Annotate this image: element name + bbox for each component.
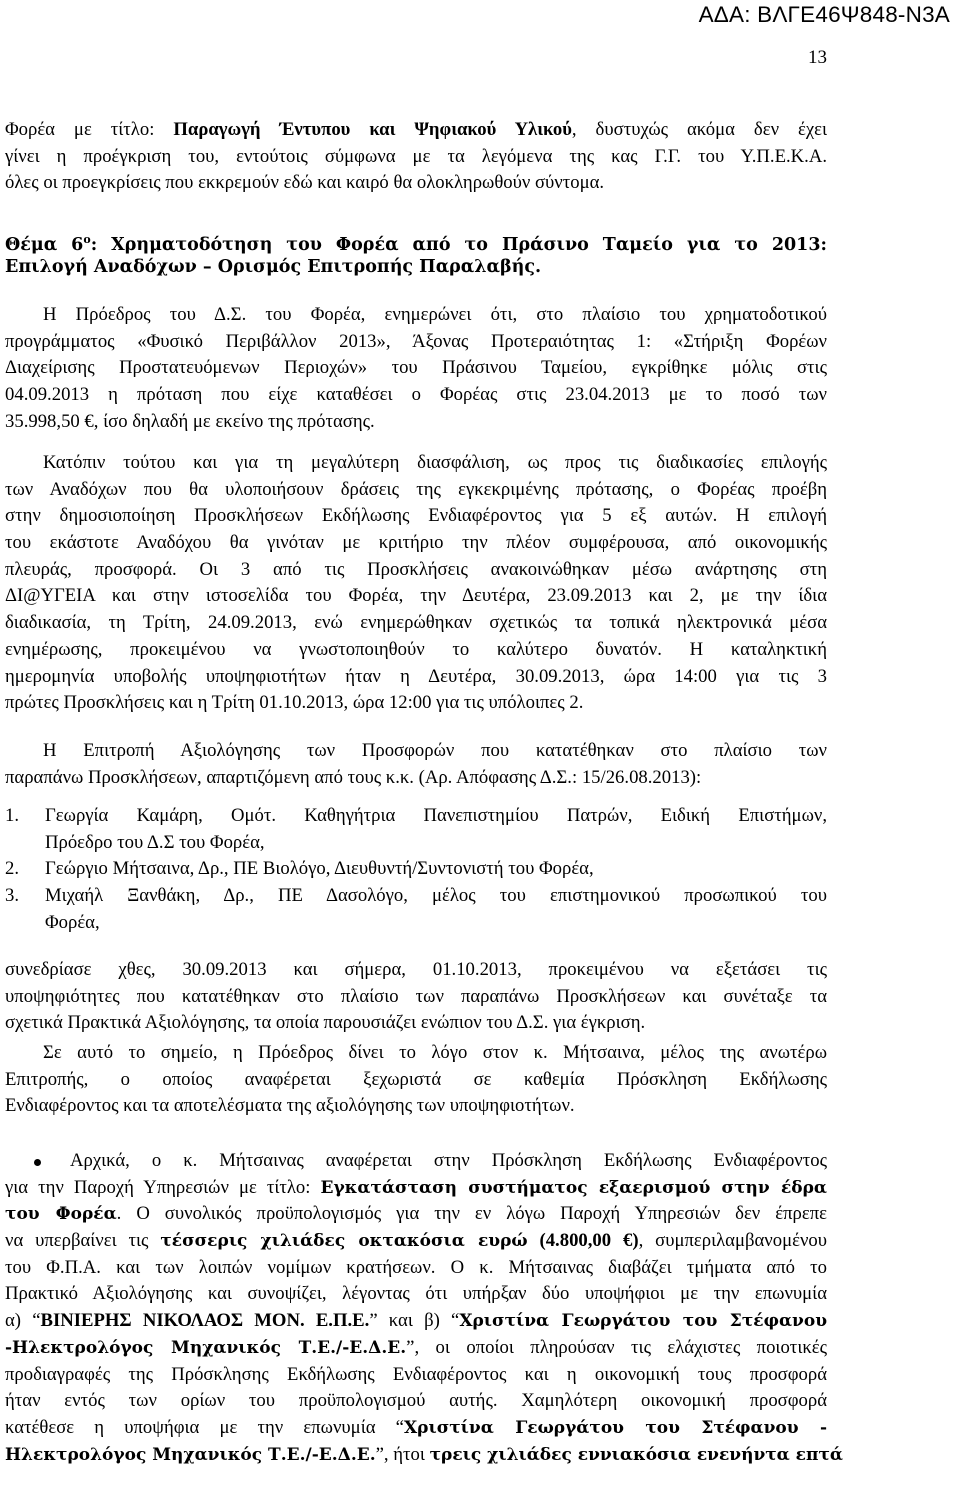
text-line: Πρακτικό Αξιολόγησης και συνοψίζει, λέγοντας ότι υπήρξαν δύο υποψήφιοι με την επωνυμία (5, 1283, 827, 1305)
text-line: όλες οι προεγκρίσεις που εκκρεμούν εδώ και καιρό θα ολοκληρωθούν σύντομα. (5, 172, 605, 194)
text-line: γίνει η προέγκριση του, εντούτοις σύμφωνα με τα λεγόμενα της κας Γ.Γ. του Υ.Π.Ε.Κ.Α. (5, 145, 827, 167)
text-line: Ηλεκτρολόγος Μηχανικός Τ.Ε./-Ε.Δ.Ε.”, ήτοι τρεις χιλιάδες εννιακόσια ενενήντα επτά (5, 1443, 843, 1465)
text-line: Η Επιτροπή Αξιολόγησης των Προσφορών που κατατέθηκαν στο πλαίσιο των (43, 740, 827, 761)
paragraph-3 (5, 738, 827, 791)
text-line: να υπερβαίνει τις τέσσερις χιλιάδες οκτακόσια ευρώ (4.800,00 €), συμπεριλαμβανομένου (5, 1230, 827, 1252)
text-line: του Φορέα. Ο συνολικός προϋπολογισμός για την εν λόγω Παροχή Υπηρεσιών δεν έπρεπε (5, 1203, 827, 1225)
text-line: 35.998,50 €, ίσο δηλαδή με εκείνο της πρότασης. (5, 410, 375, 432)
text-line: Φορέα με τίτλο: Παραγωγή Έντυπου και Ψηφιακού Υλικού, δυστυχώς ακόμα δεν έχει (5, 119, 827, 140)
list-item: 1. Γεωργία Καμάρη, Ομότ. Καθηγήτρια Πανεπιστημίου Πατρών, Ειδική Επιστήμων, Πρόεδρο του Δ.Σ του Φορέα, (5, 803, 827, 856)
heading-line: Θέμα $6^o$: Χρηματοδότηση του Φορέα από το Πράσινο Ταμείο για το 2013: (5, 233, 827, 255)
committee-list (5, 803, 827, 936)
text-line: συνεδρίασε χθες, 30.09.2013 και σήμερα, 01.10.2013, προκειμένου να εξετάσει τις (5, 959, 827, 980)
text-line: σχετικά Πρακτικά Αξιολόγησης, τα οποία παρουσιάζει ενώπιον του Δ.Σ. για έγκριση. (5, 1012, 646, 1034)
text-line: ήταν εντός των ορίων του προϋπολογισμού αυτής. Χαμηλότερη οικονομική προσφορά (5, 1390, 827, 1412)
text-line: πλευράς, προσφορά. Οι 3 από τις Προσκλήσεις ανακοινώθηκαν μέσω ανάρτησης στη (5, 558, 827, 580)
text-line: Γεωργία Καμάρη, Ομότ. Καθηγήτρια Πανεπιστημίου Πατρών, Ειδική Επιστήμων, (45, 805, 827, 826)
text-line: των Αναδόχων που θα υλοποιήσουν δράσεις της εγκεκριμένης πρότασης, ο Φορέας προέβη (5, 478, 827, 500)
paragraph-1 (5, 302, 827, 435)
paragraph-4 (5, 957, 827, 1037)
list-item: 2. Γεώργιο Μήτσαινα, Δρ., ΠΕ Βιολόγο, Διευθυντή/Συντονιστή του Φορέα, (5, 856, 827, 883)
text-line: 04.09.2013 η πρόταση που είχε καταθέσει ο Φορέας στις 23.04.2013 με το ποσό των (5, 384, 827, 406)
text-line: πρώτες Προσκλήσεις και η Τρίτη 01.10.2013, ώρα 12:00 για τις υπόλοιπες 2. (5, 692, 584, 714)
text-line: παραπάνω Προσκλήσεων, απαρτιζόμενη από τους κ.κ. (Αρ. Απόφασης Δ.Σ.: 15/26.08.2013): (5, 766, 702, 788)
text-line: Πρόεδρο του Δ.Σ του Φορέα, (45, 831, 265, 853)
text-line: Γεώργιο Μήτσαινα, Δρ., ΠΕ Βιολόγο, Διευθυντή/Συντονιστή του Φορέα, (45, 858, 594, 880)
text-line: του εκάστοτε Αναδόχου θα γινόταν με κριτήριο την πλέον συμφέρουσα, από οικονομικής (5, 532, 827, 554)
text-line: του Φ.Π.Α. και των λοιπών νομίμων κρατήσεων. Ο κ. Μήτσαινας διαβάζει τμήματα από το (5, 1256, 827, 1278)
section-heading (5, 227, 827, 280)
text-line: Αρχικά, ο κ. Μήτσαινας αναφέρεται στην Πρόσκληση Εκδήλωσης Ενδιαφέροντος (5, 1148, 827, 1175)
text-line: προγράμματος «Φυσικό Περιβάλλον 2013», Άξονας Προτεραιότητας 1: «Στήριξη Φορέων (5, 330, 827, 352)
paragraph-2 (5, 450, 827, 717)
text-line: ΔΙ@ΥΓΕΙΑ και στην ιστοσελίδα του Φορέα, την Δευτέρα, 23.09.2013 και 2, με την ίδια (5, 585, 827, 607)
list-item: 3. Μιχαήλ Ξανθάκη, Δρ., ΠΕ Δασολόγο, μέλος του επιστημονικού προσωπικού του Φορέα, (5, 883, 827, 936)
heading-line: Επιλογή Αναδόχων – Ορισμός Επιτροπής Παραλαβής. (5, 256, 542, 277)
text-line: Μιχαήλ Ξανθάκη, Δρ., ΠΕ Δασολόγο, μέλος του επιστημονικού προσωπικού του (45, 885, 827, 907)
ada-code: ΑΔΑ: ΒΛΓΕ46Ψ848-Ν3Α (698, 2, 950, 27)
text-line: για την Παροχή Υπηρεσιών με τίτλο: Εγκατάσταση συστήματος εξαερισμού στην έδρα (5, 1176, 828, 1198)
text-line: προδιαγραφές της Πρόσκλησης Εκδήλωσης Ενδιαφέροντος και η οικονομική τους προσφορά (5, 1363, 827, 1385)
text-line: Ενδιαφέροντος και τα αποτελέσματα της αξιολόγησης των υποψηφιοτήτων. (5, 1095, 575, 1117)
text-line: Σε αυτό το σημείο, η Πρόεδρος δίνει το λόγο στον κ. Μήτσαινα, μέλος της ανωτέρω (43, 1042, 827, 1063)
paragraph-5 (5, 1040, 827, 1120)
text-line: Διαχείρισης Προστατευόμενων Περιοχών» του Πράσινου Ταμείου, εγκρίθηκε μόλις στις (5, 357, 827, 379)
text-line: Φορέα, (45, 911, 100, 933)
text-line: διαδικασία, τη Τρίτη, 24.09.2013, ενώ ενημερώθηκαν σχετικώς τα τοπικά ηλεκτρονικά μέσα (5, 612, 827, 634)
page-number: 13 (808, 47, 827, 68)
text-line: α) “ΒΙΝΙΕΡΗΣ ΝΙΚΟΛΑΟΣ ΜΟΝ. Ε.Π.Ε.” και β) “Χριστίνα Γεωργάτου του Στέφανου (5, 1310, 827, 1332)
bullet-dot-icon (34, 1159, 41, 1166)
intro-paragraph (5, 117, 827, 197)
text-line: υποψηφιότητες που κατατέθηκαν στο πλαίσιο των παραπάνω Προσκλήσεων και συνέταξε τα (5, 985, 827, 1007)
text-line: ημερομηνία υποβολής υποψηφιοτήτων ήταν η Δευτέρα, 30.09.2013, ώρα 14:00 για τις 3 (5, 665, 827, 687)
text-line: κατέθεσε η υποψήφια με την επωνυμία “Χριστίνα Γεωργάτου του Στέφανου - (5, 1416, 827, 1438)
text-line: στην δημοσιοποίηση Προσκλήσεων Εκδήλωσης Ενδιαφέροντος για 5 εξ αυτών. Η επιλογή (5, 505, 827, 527)
text-line: Επιτροπής, ο οποίος αναφέρεται ξεχωριστά σε καθεμία Πρόσκληση Εκδήλωσης (5, 1068, 827, 1090)
text-line: Η Πρόεδρος του Δ.Σ. του Φορέα, ενημερώνει ότι, στο πλαίσιο του χρηματοδοτικού (43, 304, 827, 325)
text-line: -Ηλεκτρολόγος Μηχανικός Τ.Ε./-Ε.Δ.Ε.”, οι οποίοι πληρούσαν τις ελάχιστες ποιοτικές (5, 1336, 828, 1358)
text-line: ενημέρωσης, προκειμένου να γνωστοποιηθούν το καλύτερο δυνατόν. Η καταληκτική (5, 638, 827, 660)
text-line: Κατόπιν τούτου και για τη μεγαλύτερη διασφάλιση, ως προς τις διαδικασίες επιλογής (43, 452, 827, 473)
bold-title: Παραγωγή Έντυπου και Ψηφιακού Υλικού (173, 119, 572, 140)
bullet-item (5, 1148, 843, 1468)
